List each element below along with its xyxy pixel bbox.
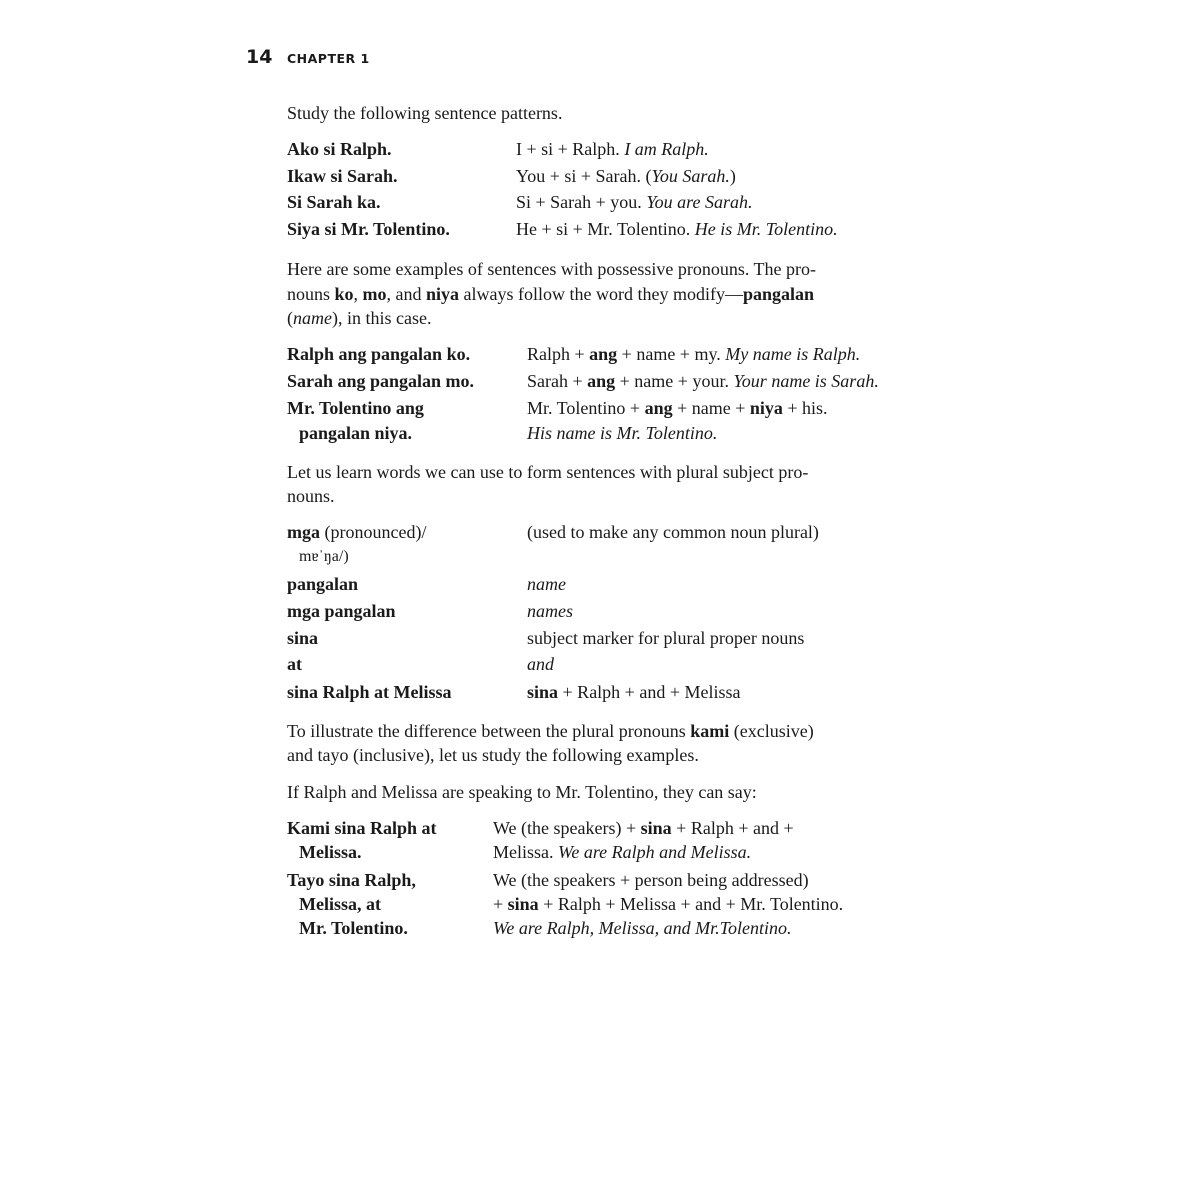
vocab-meaning xyxy=(527,600,573,622)
bold-text-run: mo xyxy=(362,284,387,304)
text-run: mɐˈŋa/) xyxy=(299,548,349,565)
bold-text-run: sina xyxy=(287,628,319,648)
bold-text-run: ang xyxy=(589,344,618,364)
text-run: ) xyxy=(729,166,736,186)
text-run: + name + my. xyxy=(617,344,726,364)
text-run: + name + your. xyxy=(615,371,734,391)
bold-text-run: sina xyxy=(507,894,539,914)
plural-intro-line xyxy=(287,485,335,507)
text-run: always follow the word they modify— xyxy=(459,284,743,304)
bold-text-run: mga pangalan xyxy=(287,601,396,621)
example-gloss xyxy=(493,917,792,939)
vocab-meaning xyxy=(527,681,740,703)
example-gloss xyxy=(493,893,843,915)
pattern-tagalog xyxy=(287,191,381,213)
bold-text-run: Sarah ang pangalan mo. xyxy=(287,371,475,391)
italic-text-run: name xyxy=(293,308,332,328)
possessive-tagalog xyxy=(287,343,470,365)
vocab-meaning xyxy=(527,521,819,543)
italic-text-run: name xyxy=(527,574,566,594)
bold-text-run: sina xyxy=(640,818,672,838)
italic-text-run: I am Ralph. xyxy=(624,139,709,159)
bold-text-run: mga xyxy=(287,522,320,542)
pattern-gloss xyxy=(516,138,709,160)
text-run: + Ralph + Melissa + and + Mr. Tolentino. xyxy=(538,894,844,914)
vocab-term xyxy=(287,600,396,622)
italic-text-run: He is Mr. Tolentino. xyxy=(694,219,838,239)
italic-text-run: His name is Mr. Tolentino. xyxy=(527,423,718,443)
bold-text-run: ko xyxy=(334,284,354,304)
bold-text-run: Tayo sina Ralph, xyxy=(287,870,416,890)
possessive-gloss xyxy=(527,343,860,365)
scenario-paragraph: If Ralph and Melissa are speaking to Mr. Tolentino, they can say: xyxy=(287,782,757,802)
example-tagalog xyxy=(287,869,416,891)
bold-text-run: sina xyxy=(527,682,559,702)
pattern-gloss xyxy=(516,218,838,240)
bold-text-run: sina Ralph at Melissa xyxy=(287,682,452,702)
pattern-gloss xyxy=(516,165,736,187)
italic-text-run: My name is Ralph. xyxy=(725,344,861,364)
bold-text-run: niya xyxy=(749,398,783,418)
vocab-pronunciation xyxy=(299,546,349,568)
bold-text-run: Kami sina Ralph at xyxy=(287,818,437,838)
text-run: ), in this case. xyxy=(332,308,432,328)
bold-text-run: Melissa. xyxy=(299,842,362,862)
vocab-term xyxy=(287,573,358,595)
text-run: Here are some examples of sentences with possessive pronouns. The pro- xyxy=(287,259,817,279)
possessive-gloss xyxy=(527,370,879,392)
text-run: Mr. Tolentino + xyxy=(527,398,645,418)
text-run: You + si + Sarah. ( xyxy=(516,166,652,186)
vocab-meaning xyxy=(527,627,804,649)
italic-text-run: Your name is Sarah. xyxy=(733,371,879,391)
chapter-label: CHAPTER 1 xyxy=(287,51,370,66)
text-run: , xyxy=(353,284,363,304)
bold-text-run: pangalan xyxy=(743,284,815,304)
italic-text-run: You Sarah. xyxy=(651,166,730,186)
bold-text-run: ang xyxy=(587,371,616,391)
italic-text-run: We are Ralph, Melissa, and Mr.Tolentino. xyxy=(493,918,792,938)
pattern-gloss xyxy=(516,191,753,213)
vocab-term xyxy=(287,653,302,675)
italic-text-run: You are Sarah. xyxy=(646,192,753,212)
vocab-term xyxy=(287,627,318,649)
example-gloss xyxy=(493,841,751,863)
example-gloss xyxy=(493,869,809,891)
possessive-intro-line xyxy=(287,307,431,329)
example-tagalog xyxy=(299,917,408,939)
bold-text-run: Melissa, at xyxy=(299,894,381,914)
vocab-term xyxy=(287,681,452,703)
vocab-term xyxy=(287,521,426,543)
plural-intro-line xyxy=(287,461,808,483)
possessive-intro-line xyxy=(287,283,814,305)
text-run: nouns xyxy=(287,284,335,304)
example-tagalog xyxy=(287,817,437,839)
italic-text-run: and xyxy=(527,654,554,674)
text-run: + name + xyxy=(672,398,750,418)
bold-text-run: Ako si Ralph. xyxy=(287,139,392,159)
bold-text-run: Si Sarah ka. xyxy=(287,192,381,212)
pattern-tagalog xyxy=(287,218,450,240)
bold-text-run: pangalan niya. xyxy=(299,423,413,443)
text-run: subject marker for plural proper nouns xyxy=(527,628,805,648)
kami-tayo-intro-line xyxy=(287,720,814,742)
italic-text-run: names xyxy=(527,601,573,621)
text-run: Melissa. xyxy=(493,842,558,862)
text-run: + his. xyxy=(782,398,828,418)
text-run: I + si + Ralph. xyxy=(516,139,625,159)
text-run: Let us learn words we can use to form sentences with plural subject pro- xyxy=(287,462,809,482)
possessive-tagalog xyxy=(287,397,424,419)
bold-text-run: kami xyxy=(690,721,730,741)
text-run: We (the speakers) + xyxy=(493,818,641,838)
page-number: 14 xyxy=(246,46,273,68)
italic-text-run: We are Ralph and Melissa. xyxy=(558,842,752,862)
text-run: (pronounced)/ xyxy=(320,522,427,542)
vocab-meaning xyxy=(527,653,554,675)
bold-text-run: Ikaw si Sarah. xyxy=(287,166,398,186)
text-run: To illustrate the difference between the plural pronouns xyxy=(287,721,691,741)
text-run: Ralph + xyxy=(527,344,590,364)
text-run: , and xyxy=(386,284,427,304)
possessive-gloss xyxy=(527,422,717,444)
pattern-tagalog xyxy=(287,165,398,187)
text-run: and tayo (inclusive), let us study the following examples. xyxy=(287,745,699,765)
pattern-tagalog xyxy=(287,138,392,160)
text-run: Si + Sarah + you. xyxy=(516,192,647,212)
possessive-tagalog xyxy=(287,370,474,392)
text-run: nouns. xyxy=(287,486,335,506)
bold-text-run: niya xyxy=(426,284,460,304)
example-tagalog xyxy=(299,893,381,915)
text-run: + Ralph + and + xyxy=(671,818,794,838)
example-tagalog xyxy=(299,841,362,863)
vocab-meaning xyxy=(527,573,566,595)
bold-text-run: ang xyxy=(644,398,673,418)
bold-text-run: Ralph ang pangalan ko. xyxy=(287,344,471,364)
text-run: (exclusive) xyxy=(729,721,814,741)
example-gloss xyxy=(493,817,794,839)
intro-paragraph: Study the following sentence patterns. xyxy=(287,103,563,123)
text-run: (used to make any common noun plural) xyxy=(527,522,819,542)
bold-text-run: Mr. Tolentino. xyxy=(299,918,408,938)
possessive-gloss xyxy=(527,397,828,419)
text-run: He + si + Mr. Tolentino. xyxy=(516,219,695,239)
text-run: Sarah + xyxy=(527,371,588,391)
text-run: We (the speakers + person being addressed) xyxy=(493,870,809,890)
kami-tayo-intro-line xyxy=(287,744,699,766)
bold-text-run: Siya si Mr. Tolentino. xyxy=(287,219,450,239)
bold-text-run: pangalan xyxy=(287,574,359,594)
bold-text-run: Mr. Tolentino ang xyxy=(287,398,424,418)
text-run: + Ralph + and + Melissa xyxy=(558,682,741,702)
bold-text-run: at xyxy=(287,654,302,674)
possessive-intro-line xyxy=(287,258,816,280)
text-run: ( xyxy=(287,308,293,328)
text-run: + xyxy=(493,894,508,914)
possessive-tagalog xyxy=(299,422,412,444)
